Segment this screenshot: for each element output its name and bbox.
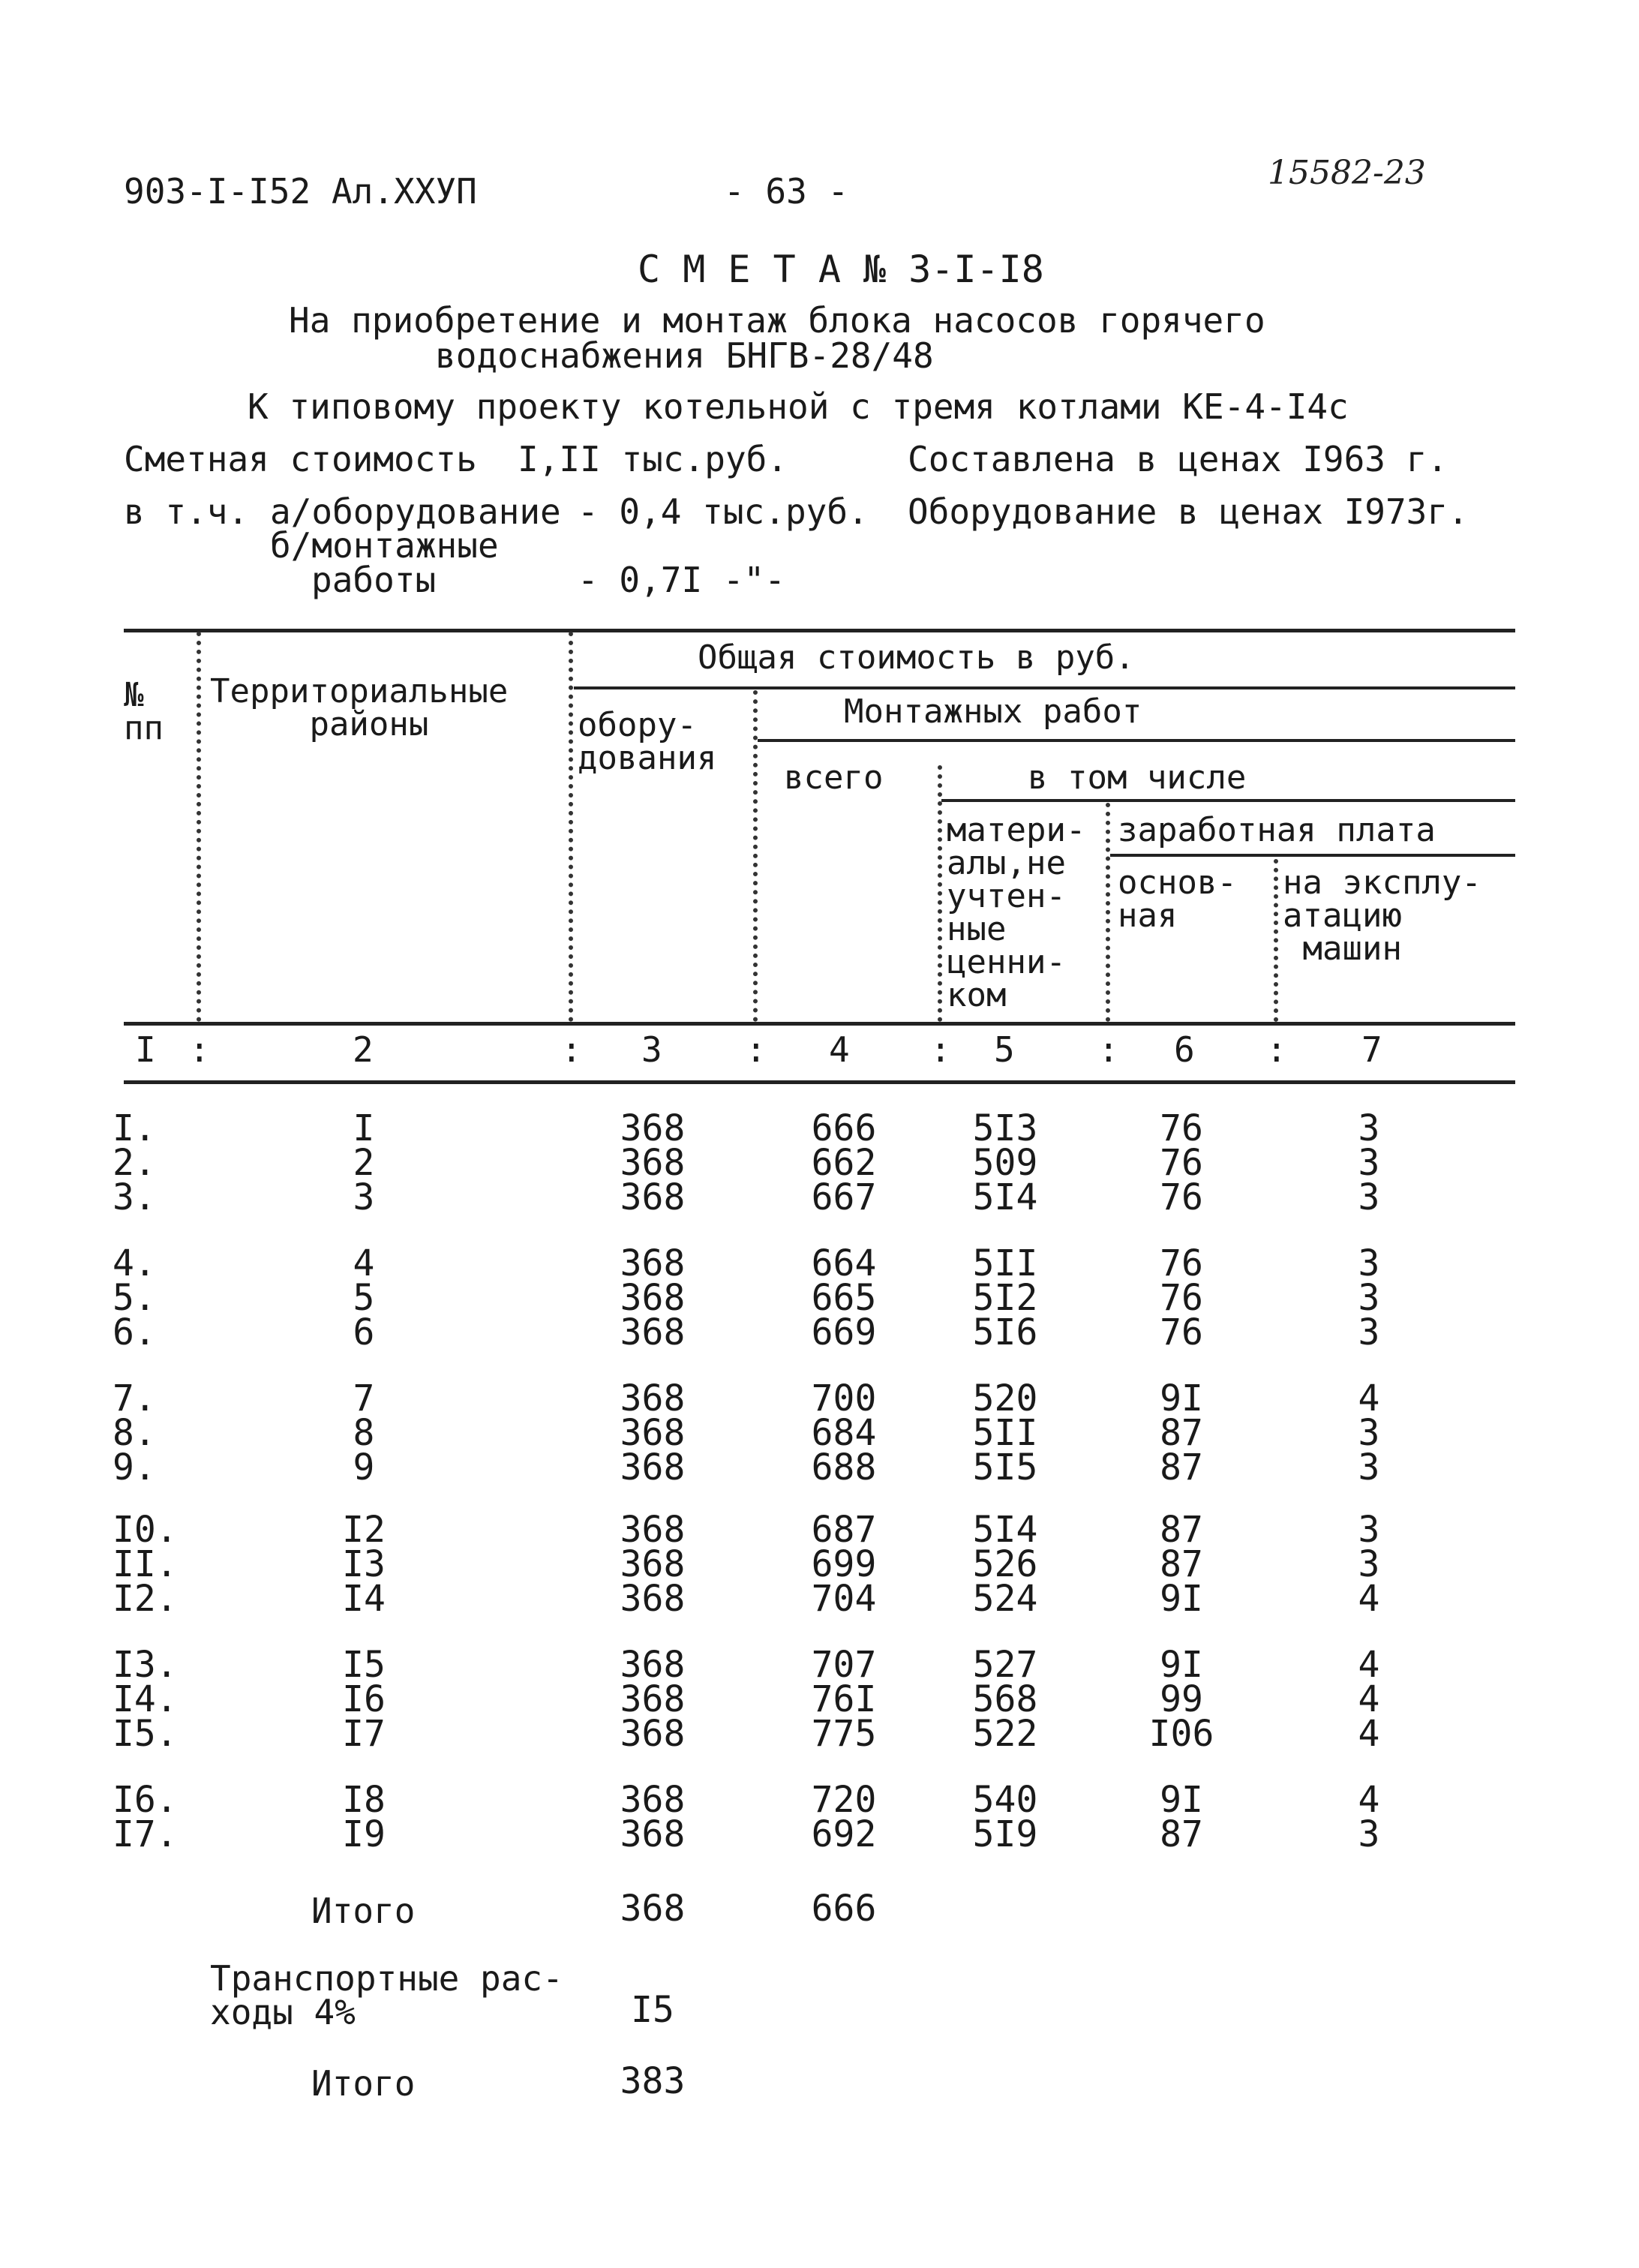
col-number-2: 2	[353, 1029, 374, 1070]
rule-under-including	[941, 799, 1515, 802]
colnum-sep-3: :	[746, 1029, 767, 1070]
equipment-cost: 368	[620, 1644, 686, 1686]
install-total: 684	[811, 1412, 877, 1454]
itogo-equipment: 368	[620, 1888, 686, 1930]
basic-wage: 9I	[1160, 1578, 1203, 1620]
rule-under-total-cost	[574, 686, 1515, 689]
machine-wage: 3	[1358, 1142, 1380, 1184]
machine-wage: 3	[1358, 1107, 1380, 1149]
install-label-2: работы	[311, 560, 437, 600]
materials-cost: 5I3	[972, 1107, 1038, 1149]
materials-cost: 5I4	[972, 1509, 1038, 1551]
materials-cost: 5I4	[972, 1176, 1038, 1218]
row-number: I5.	[113, 1713, 178, 1755]
equipment-cost: 368	[620, 1311, 686, 1353]
region-number: I	[353, 1107, 375, 1149]
col-number-3: 3	[641, 1029, 662, 1070]
install-total: 687	[811, 1509, 877, 1551]
handwritten-number: 15582-23	[1268, 154, 1426, 192]
title-line-3: К типовому проекту котельной с тремя котлами КЕ-4-I4с	[248, 386, 1349, 427]
equipment-cost: 368	[620, 1377, 686, 1419]
materials-cost: 5I5	[972, 1446, 1038, 1488]
basic-wage: 87	[1160, 1543, 1203, 1585]
region-number: 6	[353, 1311, 375, 1353]
basic-wage: 99	[1160, 1678, 1203, 1720]
equipment-cost: 368	[620, 1107, 686, 1149]
table-top-rule	[124, 629, 1515, 632]
region-number: 2	[353, 1142, 375, 1184]
itogo-label: Итого	[311, 1891, 416, 1931]
equipment-cost: 368	[620, 1176, 686, 1218]
header-num: № пп	[124, 676, 164, 747]
machine-wage: 3	[1358, 1311, 1380, 1353]
col-numbers-bottom-rule	[124, 1080, 1515, 1084]
region-number: 3	[353, 1176, 375, 1218]
install-total: 692	[811, 1813, 877, 1855]
equipment-cost: 368	[620, 1713, 686, 1755]
install-total: 707	[811, 1644, 877, 1686]
materials-cost: 5I2	[972, 1277, 1038, 1319]
equipment-label: а/оборудование	[270, 491, 561, 532]
basic-wage: 76	[1160, 1107, 1203, 1149]
basic-wage: 87	[1160, 1509, 1203, 1551]
equipment-value: - 0,4 тыс.руб.	[578, 491, 869, 532]
materials-cost: 568	[972, 1678, 1038, 1720]
install-total: 688	[811, 1446, 877, 1488]
header-materials: матери- алы,не учтен- ные ценни- ком	[947, 811, 1086, 1014]
col-number-4: 4	[829, 1029, 850, 1070]
equipment-cost: 368	[620, 1509, 686, 1551]
basic-wage: 87	[1160, 1412, 1203, 1454]
row-number: I7.	[113, 1813, 178, 1855]
install-total: 704	[811, 1578, 877, 1620]
transport-label-1: Транспортные рас-	[210, 1958, 563, 1999]
install-total: 669	[811, 1311, 877, 1353]
region-number: 8	[353, 1412, 375, 1454]
equipment-cost: 368	[620, 1813, 686, 1855]
equipment-cost: 368	[620, 1678, 686, 1720]
materials-cost: 509	[972, 1142, 1038, 1184]
machine-wage: 3	[1358, 1813, 1380, 1855]
basic-wage: 76	[1160, 1176, 1203, 1218]
document-code: 903-I-I52 Ал.XXУП	[124, 171, 477, 212]
region-number: I8	[342, 1779, 386, 1821]
basic-wage: 76	[1160, 1311, 1203, 1353]
install-total: 665	[811, 1277, 877, 1319]
region-number: I5	[342, 1644, 386, 1686]
basic-wage: 9I	[1160, 1377, 1203, 1419]
incl-label: в т.ч.	[124, 491, 249, 532]
total-cost-label: Сметная стоимость	[124, 439, 477, 479]
install-total: 662	[811, 1142, 877, 1184]
install-total: 76I	[811, 1678, 877, 1720]
region-number: I3	[342, 1543, 386, 1585]
install-total: 666	[811, 1107, 877, 1149]
basic-wage: I06	[1148, 1713, 1214, 1755]
machine-wage: 4	[1358, 1779, 1380, 1821]
materials-cost: 540	[972, 1779, 1038, 1821]
equipment-cost: 368	[620, 1142, 686, 1184]
region-number: I2	[342, 1509, 386, 1551]
colnum-sep-4: :	[930, 1029, 951, 1070]
row-number: 5.	[113, 1277, 156, 1319]
rule-under-wages	[1110, 854, 1515, 857]
basic-wage: 76	[1160, 1142, 1203, 1184]
estimate-title: С М Е Т А № 3-I-I8	[638, 248, 1044, 291]
equipment-cost: 368	[620, 1578, 686, 1620]
equipment-cost: 368	[620, 1412, 686, 1454]
machine-wage: 4	[1358, 1377, 1380, 1419]
header-including: в том числе	[1028, 759, 1247, 797]
colnum-sep-1: :	[189, 1029, 210, 1070]
row-number: 3.	[113, 1176, 156, 1218]
region-number: I4	[342, 1578, 386, 1620]
basic-wage: 76	[1160, 1242, 1203, 1284]
materials-cost: 520	[972, 1377, 1038, 1419]
materials-cost: 5II	[972, 1412, 1038, 1454]
materials-cost: 526	[972, 1543, 1038, 1585]
final-itogo-value: 383	[620, 2060, 686, 2102]
install-total: 700	[811, 1377, 877, 1419]
col-number-7: 7	[1361, 1029, 1382, 1070]
row-number: 6.	[113, 1311, 156, 1353]
header-equipment: обору- дования	[578, 706, 717, 777]
basic-wage: 87	[1160, 1813, 1203, 1855]
col-number-6: 6	[1174, 1029, 1195, 1070]
machine-wage: 4	[1358, 1644, 1380, 1686]
basic-wage: 9I	[1160, 1644, 1203, 1686]
region-number: I9	[342, 1813, 386, 1855]
region-number: 5	[353, 1277, 375, 1319]
row-number: I3.	[113, 1644, 178, 1686]
col-number-5: 5	[994, 1029, 1015, 1070]
materials-cost: 524	[972, 1578, 1038, 1620]
header-region: Территориальные районы	[210, 672, 509, 743]
row-number: I0.	[113, 1509, 178, 1551]
col-sep-2	[569, 632, 573, 1022]
rule-under-install-works	[758, 739, 1515, 742]
machine-wage: 3	[1358, 1446, 1380, 1488]
equipment-cost: 368	[620, 1242, 686, 1284]
equipment-cost: 368	[620, 1446, 686, 1488]
col-sep-4	[938, 765, 942, 1022]
title-line-2: водоснабжения БНГВ-28/48	[435, 335, 934, 376]
machine-wage: 3	[1358, 1509, 1380, 1551]
total-cost-value: I,II тыс.руб.	[518, 439, 788, 479]
header-basic: основ- ная	[1118, 864, 1237, 935]
header-install-works: Монтажных работ	[844, 692, 1142, 731]
header-all: всего	[784, 759, 884, 797]
machine-wage: 3	[1358, 1176, 1380, 1218]
colnum-sep-6: :	[1266, 1029, 1287, 1070]
colnum-sep-5: :	[1098, 1029, 1119, 1070]
transport-value: I5	[631, 1989, 674, 2031]
basic-wage: 76	[1160, 1277, 1203, 1319]
region-number: 4	[353, 1242, 375, 1284]
machine-wage: 3	[1358, 1543, 1380, 1585]
materials-cost: 522	[972, 1713, 1038, 1755]
install-total: 720	[811, 1779, 877, 1821]
title-line-1: На приобретение и монтаж блока насосов горячего	[289, 300, 1265, 341]
row-number: I6.	[113, 1779, 178, 1821]
equipment-prices-note: Оборудование в ценах I973г.	[908, 491, 1469, 532]
header-wages: заработная плата	[1118, 811, 1436, 849]
machine-wage: 3	[1358, 1277, 1380, 1319]
row-number: 4.	[113, 1242, 156, 1284]
page-number: - 63 -	[724, 171, 849, 212]
final-itogo-label: Итого	[311, 2063, 416, 2104]
install-value: - 0,7I -"-	[578, 560, 785, 600]
materials-cost: 5I9	[972, 1813, 1038, 1855]
install-total: 667	[811, 1176, 877, 1218]
col-number-1: I	[135, 1029, 156, 1070]
install-total: 699	[811, 1543, 877, 1585]
col-sep-1	[197, 632, 201, 1022]
equipment-cost: 368	[620, 1779, 686, 1821]
row-number: I2.	[113, 1578, 178, 1620]
row-number: II.	[113, 1543, 178, 1585]
machine-wage: 4	[1358, 1578, 1380, 1620]
materials-cost: 527	[972, 1644, 1038, 1686]
itogo-all: 666	[811, 1888, 877, 1930]
basic-wage: 87	[1160, 1446, 1203, 1488]
machine-wage: 3	[1358, 1242, 1380, 1284]
materials-cost: 5II	[972, 1242, 1038, 1284]
header-machines: на эксплу- атацию машин	[1283, 864, 1481, 968]
region-number: I6	[342, 1678, 386, 1720]
colnum-sep-2: :	[561, 1029, 582, 1070]
col-sep-3	[753, 690, 758, 1022]
col-sep-6	[1274, 859, 1278, 1022]
basic-wage: 9I	[1160, 1779, 1203, 1821]
row-number: 8.	[113, 1412, 156, 1454]
equipment-cost: 368	[620, 1277, 686, 1319]
col-sep-5	[1106, 803, 1110, 1022]
machine-wage: 3	[1358, 1412, 1380, 1454]
install-total: 775	[811, 1713, 877, 1755]
machine-wage: 4	[1358, 1713, 1380, 1755]
equipment-cost: 368	[620, 1543, 686, 1585]
header-bottom-rule	[124, 1022, 1515, 1026]
row-number: 2.	[113, 1142, 156, 1184]
header-total-cost: Общая стоимость в руб.	[698, 638, 1135, 677]
row-number: 9.	[113, 1446, 156, 1488]
row-number: 7.	[113, 1377, 156, 1419]
region-number: 9	[353, 1446, 375, 1488]
transport-label-2: ходы 4%	[210, 1992, 356, 2032]
materials-cost: 5I6	[972, 1311, 1038, 1353]
install-total: 664	[811, 1242, 877, 1284]
region-number: 7	[353, 1377, 375, 1419]
row-number: I.	[113, 1107, 156, 1149]
prices-note: Составлена в ценах I963 г.	[908, 439, 1448, 479]
install-label-1: б/монтажные	[270, 525, 499, 566]
region-number: I7	[342, 1713, 386, 1755]
row-number: I4.	[113, 1678, 178, 1720]
machine-wage: 4	[1358, 1678, 1380, 1720]
